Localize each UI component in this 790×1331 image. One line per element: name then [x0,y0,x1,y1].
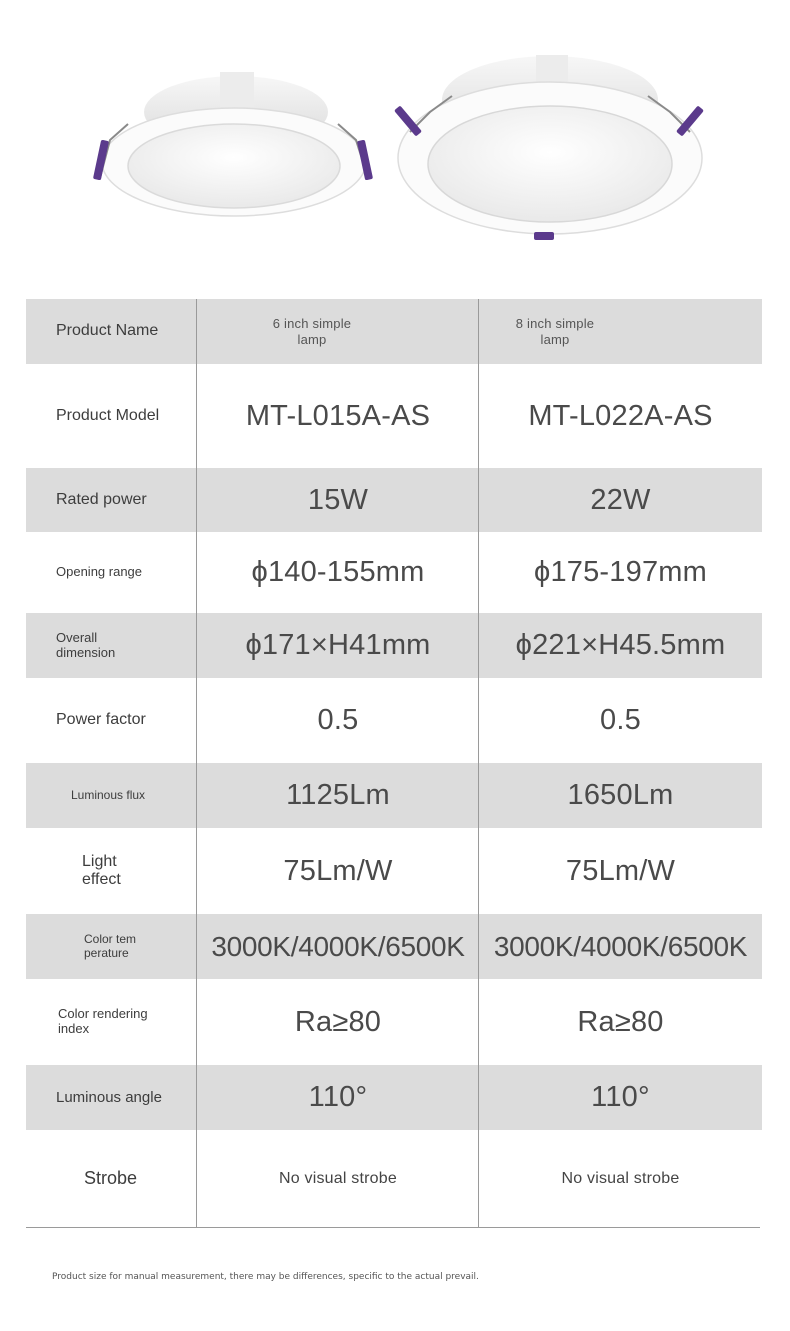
row-power-factor [26,678,762,763]
angle-6-inch: 110° [308,1081,368,1113]
model-8-inch: MT-L022A-AS [528,399,713,432]
row-luminous-angle [26,1065,762,1130]
cct-8-inch: 3000K/4000K/6500K [493,930,748,962]
row-opening-range [26,532,762,613]
row-color-rendering-index [26,979,762,1065]
opening-8-inch: ϕ175-197mm [534,556,707,588]
column-divider [478,299,479,1227]
dimension-6-inch: ϕ171×H41mm [245,629,431,661]
row-label: Strobe [84,1168,138,1189]
row-label: Color rendering index [58,1006,148,1036]
product-image-8-inch [394,55,704,240]
cell-6-inch [197,299,479,364]
table-bottom-rule [26,1227,760,1228]
row-label: Color tem perature [84,931,137,960]
dimension-8-inch: ϕ221×H45.5mm [515,629,726,661]
power-8-inch: 22W [590,483,651,516]
angle-8-inch: 110° [591,1081,650,1113]
model-6-inch: MT-L015A-AS [245,399,431,432]
efficacy-6-inch: 75Lm/W [283,854,393,887]
product-name-8-inch: 8 inch simple lamp [515,315,595,347]
row-label: Opening range [56,564,143,580]
row-strobe [26,1130,762,1227]
flux-6-inch: 1125Lm [286,779,390,811]
row-label: Product Model [56,406,160,424]
opening-6-inch: ϕ140-155mm [251,556,425,588]
row-luminous-flux [26,763,762,828]
power-6-inch: 15W [307,483,369,516]
row-color-temperature [26,914,762,979]
flux-8-inch: 1650Lm [567,779,674,811]
footnote: Product size for manual measurement, there may be differences, specific to the actual prevail. [52,1272,479,1282]
row-label: Product Name [56,322,159,340]
column-divider [196,299,197,1227]
cri-6-inch: Ra≥80 [294,1005,382,1038]
row-light-effect [26,828,762,914]
row-label: Power factor [56,711,146,729]
product-images [0,0,790,290]
power-factor-8-inch: 0.5 [600,704,641,736]
row-product-name [26,299,762,364]
row-label: Rated power [56,490,147,508]
row-label: Luminous angle [56,1088,162,1106]
strobe-6-inch: No visual strobe [279,1169,397,1187]
row-rated-power [26,468,762,532]
strobe-8-inch: No visual strobe [561,1169,680,1187]
product-name-6-inch: 6 inch simple lamp [272,315,352,347]
row-label: Light effect [82,852,121,888]
efficacy-8-inch: 75Lm/W [565,854,676,887]
row-overall-dimension [26,613,762,678]
power-factor-6-inch: 0.5 [317,704,359,736]
row-label: Luminous flux [71,787,146,802]
cri-8-inch: Ra≥80 [577,1005,664,1038]
row-product-model [26,364,762,468]
product-image-6-inch [93,72,373,216]
cell-8-inch [479,299,762,364]
row-label: Overall dimension [56,629,116,660]
cct-6-inch: 3000K/4000K/6500K [211,930,465,962]
